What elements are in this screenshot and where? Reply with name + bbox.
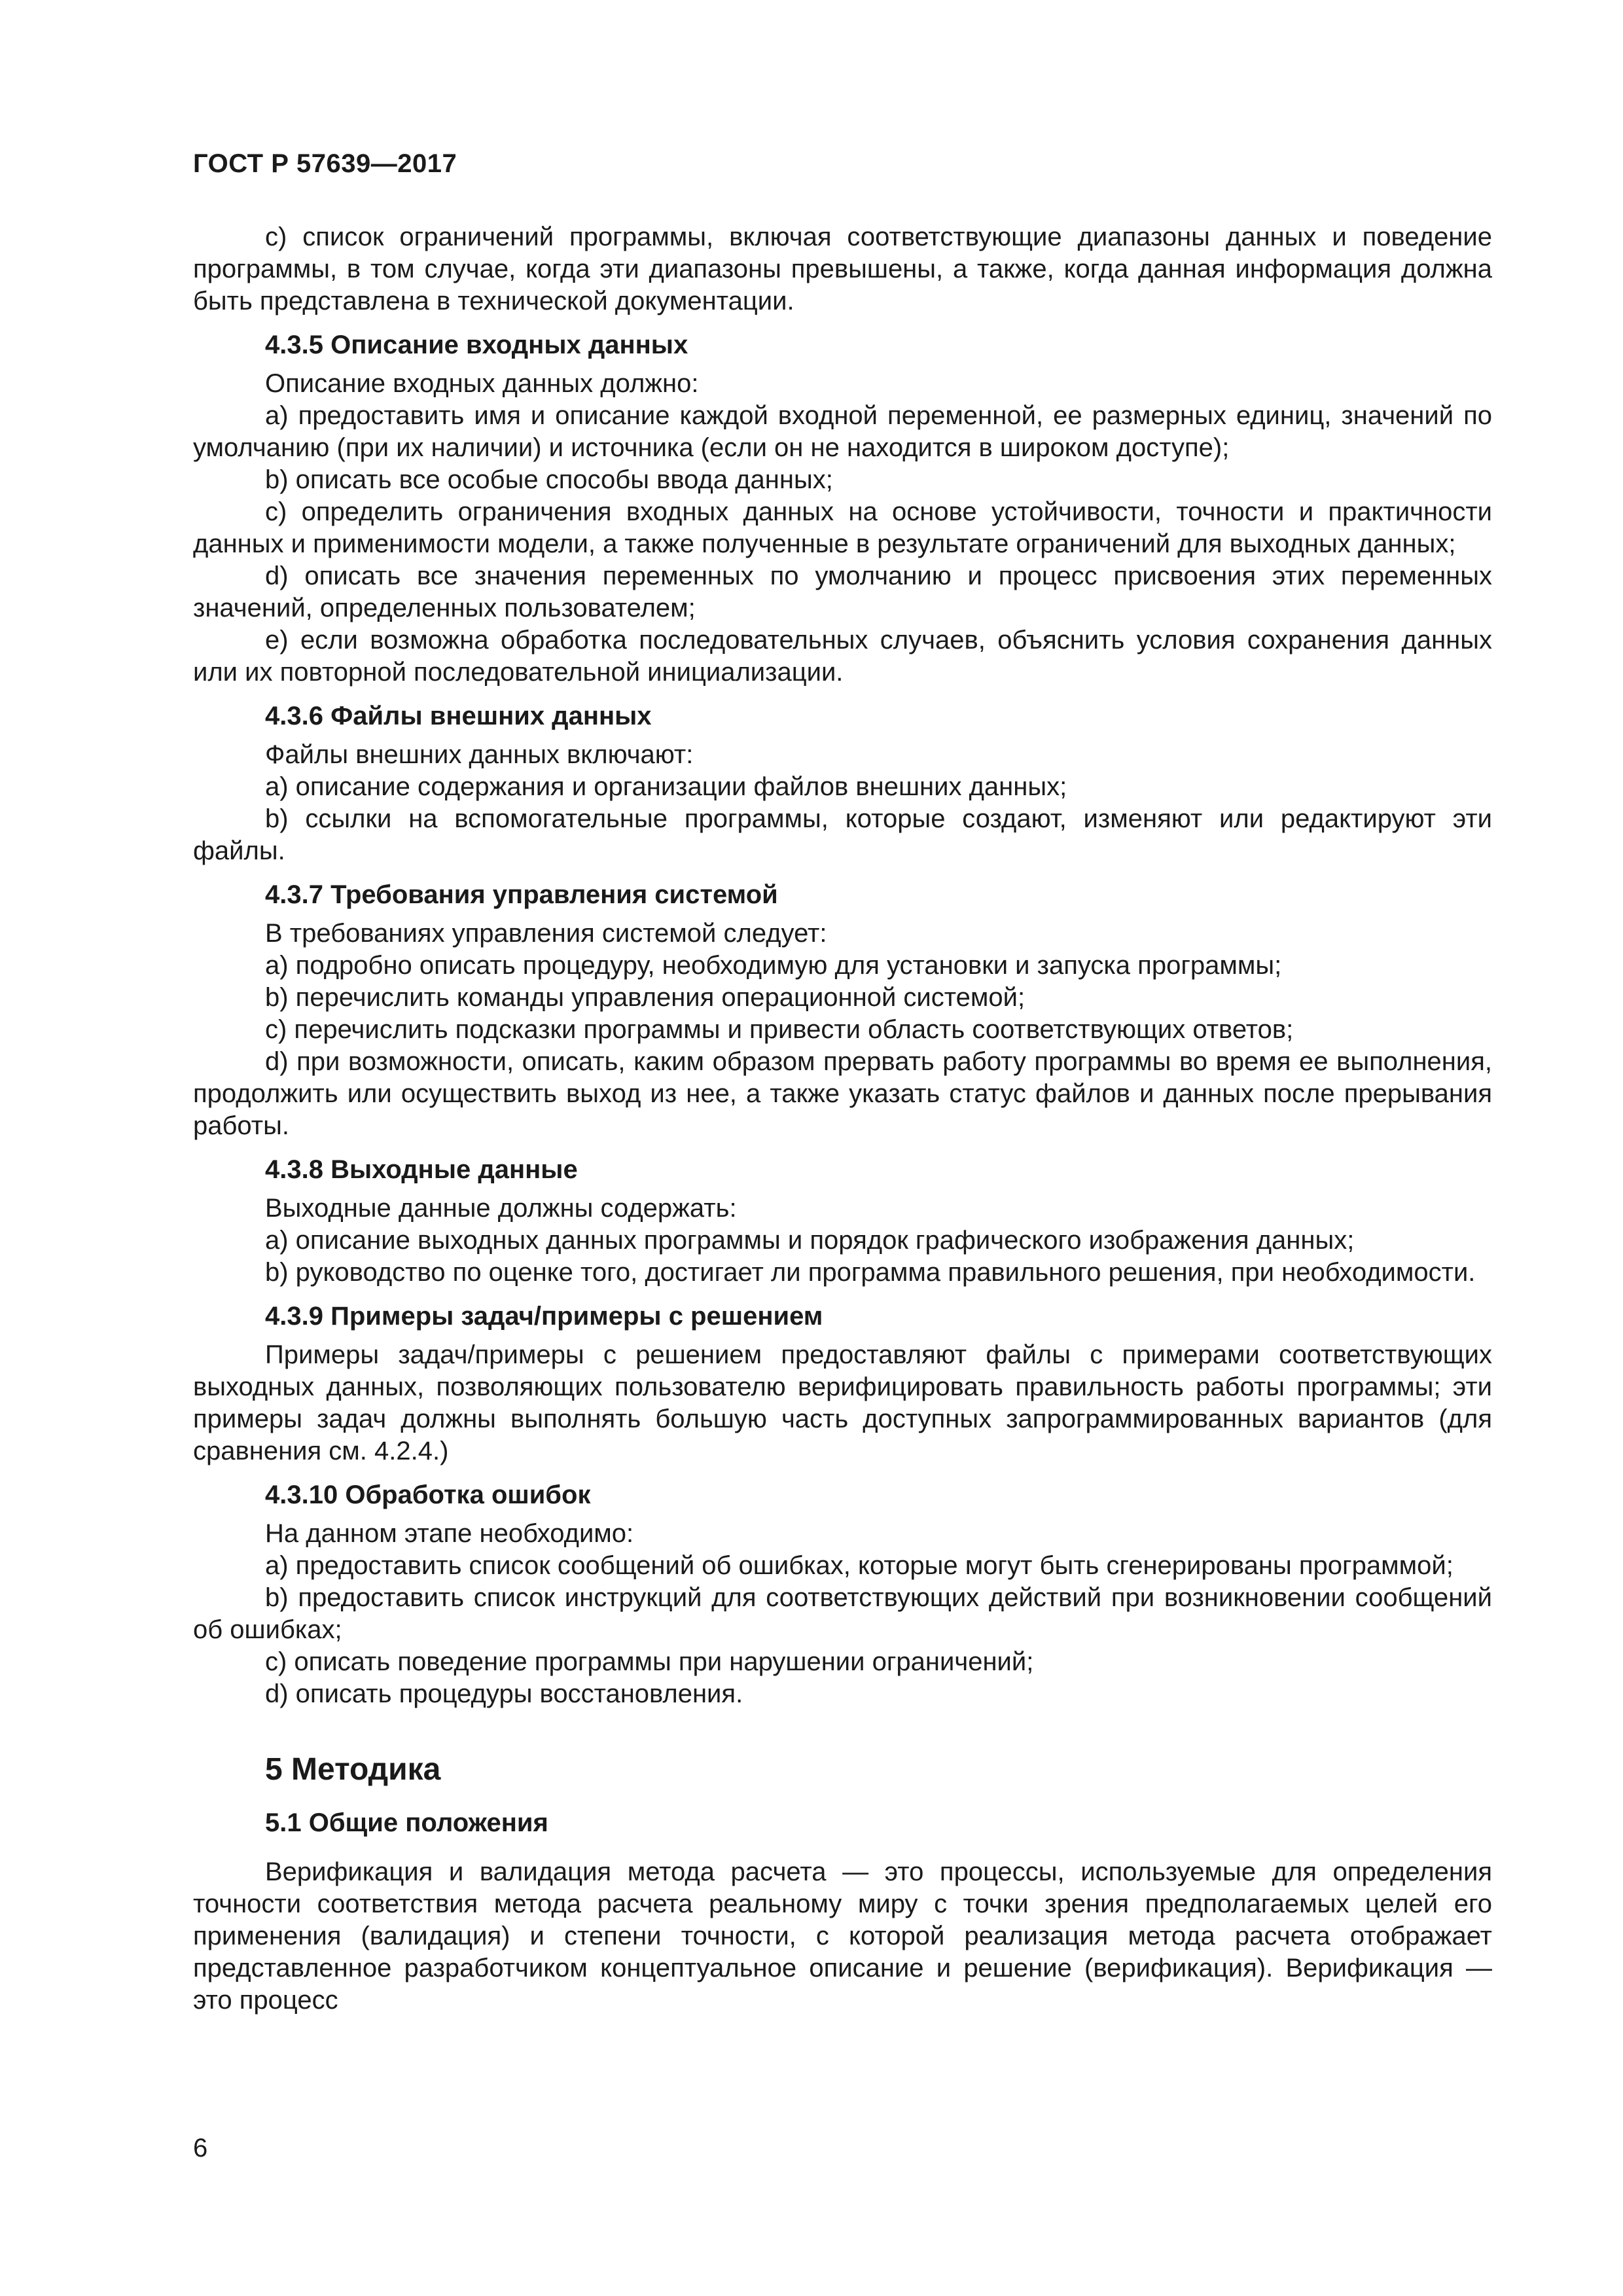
section-heading-4-3-10: 4.3.10 Обработка ошибок xyxy=(265,1480,591,1509)
list-item: a) подробно описать процедуру, необходимую для установки и запуска программы; xyxy=(265,951,1282,980)
list-item: b) руководство по оценке того, достигает ли программа правильного решения, при необходимости. xyxy=(265,1258,1476,1287)
list-item: d) при возможности, описать, каким образом прервать работу программы во время ее выполнения, продолжить или осуществить выход из нее, а также указать статус файлов и данных после прерывания работы. xyxy=(193,1047,1492,1140)
paragraph-item-c: c) список ограничений программы, включая соответствующие диапазоны данных и поведение программы, в том случае, когда эти диапазоны превышены, а также, когда данная информация должна быть представлена в технической документации. xyxy=(193,223,1492,315)
paragraph: Выходные данные должны содержать: xyxy=(265,1194,737,1223)
page-number: 6 xyxy=(193,2134,208,2162)
list-item: c) описать поведение программы при нарушении ограничений; xyxy=(265,1647,1034,1676)
list-item: a) предоставить список сообщений об ошибках, которые могут быть сгенерированы программой; xyxy=(265,1551,1454,1580)
list-item: a) описание выходных данных программы и порядок графического изображения данных; xyxy=(265,1226,1355,1255)
list-item: d) описать все значения переменных по умолчанию и процесс присвоения этих переменных значений, определенных пользователем; xyxy=(193,562,1492,622)
list-item: b) ссылки на вспомогательные программы, которые создают, изменяют или редактируют эти файлы. xyxy=(193,804,1492,865)
paragraph: Верификация и валидация метода расчета — это процессы, используемые для определения точности соответствия метода расчета реальному миру с точки зрения предполагаемых целей его применения (валидация) и степени точности, с которой реализация метода расчета отображает представленное разработчиком концептуальное описание и решение (верификация). Верификация — это процесс xyxy=(193,1857,1492,2015)
list-item: a) предоставить имя и описание каждой входной переменной, ее размерных единиц, значений по умолчанию (при их наличии) и источника (если он не находится в широком доступе); xyxy=(193,401,1492,462)
section-heading-4-3-8: 4.3.8 Выходные данные xyxy=(265,1155,578,1184)
section-heading-4-3-6: 4.3.6 Файлы внешних данных xyxy=(265,702,652,730)
section-heading-4-3-7: 4.3.7 Требования управления системой xyxy=(265,880,778,909)
paragraph: Описание входных данных должно: xyxy=(265,369,699,398)
list-item: e) если возможна обработка последовательных случаев, объяснить условия сохранения данных или их повторной последовательной инициализации. xyxy=(193,626,1492,687)
list-item: d) описать процедуры восстановления. xyxy=(265,1679,743,1708)
list-item: c) перечислить подсказки программы и привести область соответствующих ответов; xyxy=(265,1015,1294,1044)
list-item: b) предоставить список инструкций для соответствующих действий при возникновении сообщений об ошибках; xyxy=(193,1583,1492,1644)
document-header-title: ГОСТ Р 57639—2017 xyxy=(193,149,457,178)
document-body xyxy=(193,221,1492,2017)
section-heading-5: 5 Методика xyxy=(265,1752,441,1787)
paragraph: Примеры задач/примеры с решением предоставляют файлы с примерами соответствующих выходных данных, позволяющих пользователю верифицировать правильность работы программы; эти примеры задач должны выполнять большую часть доступных запрограммированных вариантов (для сравнения см. 4.2.4.) xyxy=(193,1340,1492,1465)
section-heading-4-3-9: 4.3.9 Примеры задач/примеры с решением xyxy=(265,1302,823,1331)
paragraph: Файлы внешних данных включают: xyxy=(265,740,694,769)
section-heading-4-3-5: 4.3.5 Описание входных данных xyxy=(265,331,688,359)
paragraph: В требованиях управления системой следует: xyxy=(265,919,827,948)
list-item: a) описание содержания и организации файлов внешних данных; xyxy=(265,772,1067,801)
paragraph: На данном этапе необходимо: xyxy=(265,1519,634,1548)
list-item: b) перечислить команды управления операционной системой; xyxy=(265,983,1026,1012)
list-item: c) определить ограничения входных данных на основе устойчивости, точности и практичности данных и применимости модели, а также полученные в результате ограничений для выходных данных; xyxy=(193,497,1492,558)
section-heading-5-1: 5.1 Общие положения xyxy=(265,1808,548,1837)
list-item: b) описать все особые способы ввода данных; xyxy=(265,465,833,494)
